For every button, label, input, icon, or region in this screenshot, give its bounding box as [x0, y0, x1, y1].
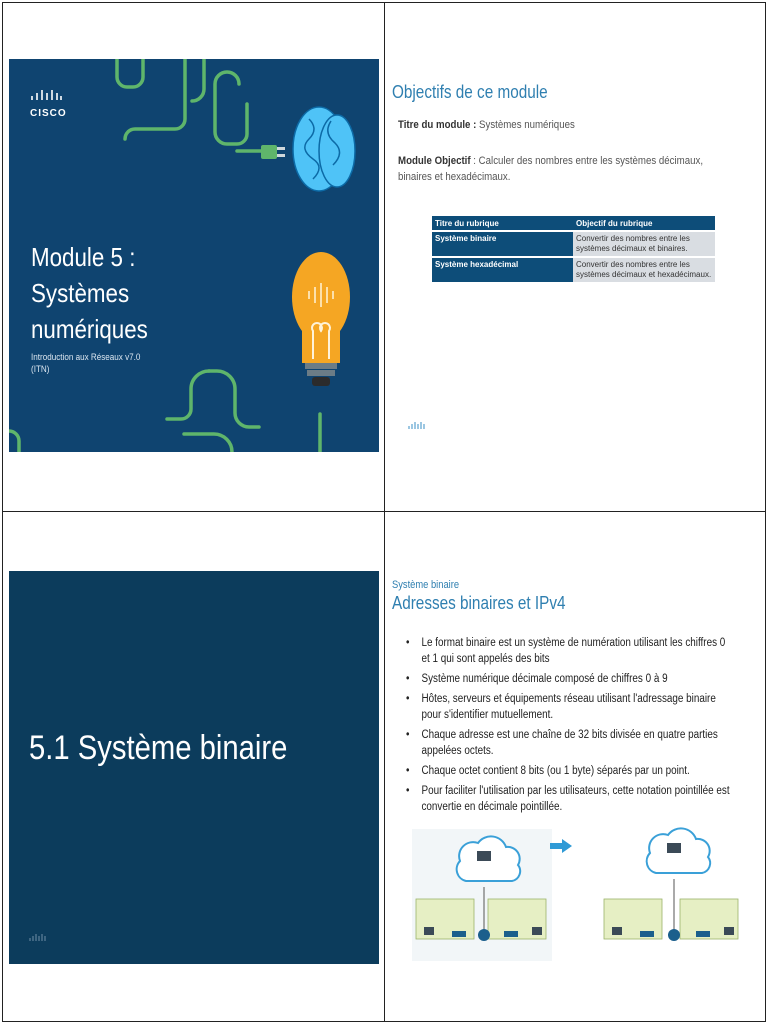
router-icon [478, 929, 490, 941]
section-label: Système binaire [392, 579, 460, 591]
cisco-footer-logo [408, 419, 426, 437]
table-cell: Système hexadécimal [432, 257, 573, 282]
table-header: Objectif du rubrique [573, 216, 715, 231]
objectives-heading: Objectifs de ce module [392, 82, 548, 102]
table-cell: Convertir des nombres entre les systèmes décimaux et binaires. [573, 231, 715, 257]
module-title-label: Titre du module : [398, 119, 477, 131]
cisco-logo-text: CISCO [30, 108, 67, 119]
module-title-line1: Module 5 : Systèmes [31, 242, 136, 308]
list-item: • Chaque octet contient 8 bits (ou 1 byte) séparés par un point. [406, 763, 733, 779]
cisco-bars-icon [30, 90, 62, 104]
list-item: • Hôtes, serveurs et équipements réseau utilisant l'adressage binaire pour s'identifier mutuellement. [406, 691, 733, 723]
module-objective-label: Module Objectif [398, 155, 471, 167]
server-icon [477, 851, 491, 861]
bullet-list [406, 635, 733, 819]
module-objective-line [398, 153, 706, 185]
router-icon [668, 929, 680, 941]
table-header-row [432, 216, 715, 231]
table-row [432, 257, 715, 282]
table-cell: Système binaire [432, 231, 573, 257]
section-title: 5.1 Système binaire [29, 729, 288, 767]
binary-network-diagram [412, 829, 552, 961]
list-item: • Pour faciliter l'utilisation par les utilisateurs, cette notation pointillée est convertie en décimale pointillée. [406, 783, 733, 815]
module-title-line [398, 117, 575, 133]
objectives-table [432, 216, 715, 282]
module-objective-value: : Calculer des nombres entre les systèmes décimaux, binaires et hexadécimaux. [398, 155, 704, 183]
table-row [432, 231, 715, 257]
cisco-bars-icon [29, 934, 47, 944]
pc-icon [532, 927, 542, 935]
pc-icon [612, 927, 622, 935]
switch-icon [696, 931, 710, 937]
subtitle-line2: (ITN) [31, 364, 50, 374]
cisco-logo [30, 90, 67, 119]
table-cell: Convertir des nombres entre les systèmes décimaux et hexadécimaux. [573, 257, 715, 282]
switch-icon [452, 931, 466, 937]
slide-binary-ipv4 [392, 571, 762, 971]
cisco-footer-logo [29, 931, 47, 949]
decimal-network-diagram [602, 821, 742, 961]
module-title [31, 239, 220, 347]
slide-title-module5 [9, 59, 379, 452]
slide-objectives [392, 70, 762, 450]
switch-icon [504, 931, 518, 937]
arrow-right-icon [550, 839, 572, 853]
list-item: • Le format binaire est un système de numération utilisant les chiffres 0 et 1 qui sont appelés des bits [406, 635, 733, 667]
list-item: • Système numérique décimale composé de chiffres 0 à 9 [406, 671, 733, 687]
list-item: • Chaque adresse est une chaîne de 32 bits divisée en quatre parties appelées octets. [406, 727, 733, 759]
subtitle-line1: Introduction aux Réseaux v7.0 [31, 352, 141, 362]
module-title-value: Systèmes numériques [476, 119, 575, 131]
pc-icon [724, 927, 734, 935]
slide-section-binary [9, 571, 379, 964]
switch-icon [640, 931, 654, 937]
pc-icon [424, 927, 434, 935]
table-header: Titre du rubrique [432, 216, 573, 231]
module-title-line2: numériques [31, 314, 148, 344]
cisco-bars-icon [408, 422, 426, 432]
course-subtitle [31, 351, 140, 375]
server-icon [667, 843, 681, 853]
slide-heading: Adresses binaires et IPv4 [392, 593, 566, 613]
